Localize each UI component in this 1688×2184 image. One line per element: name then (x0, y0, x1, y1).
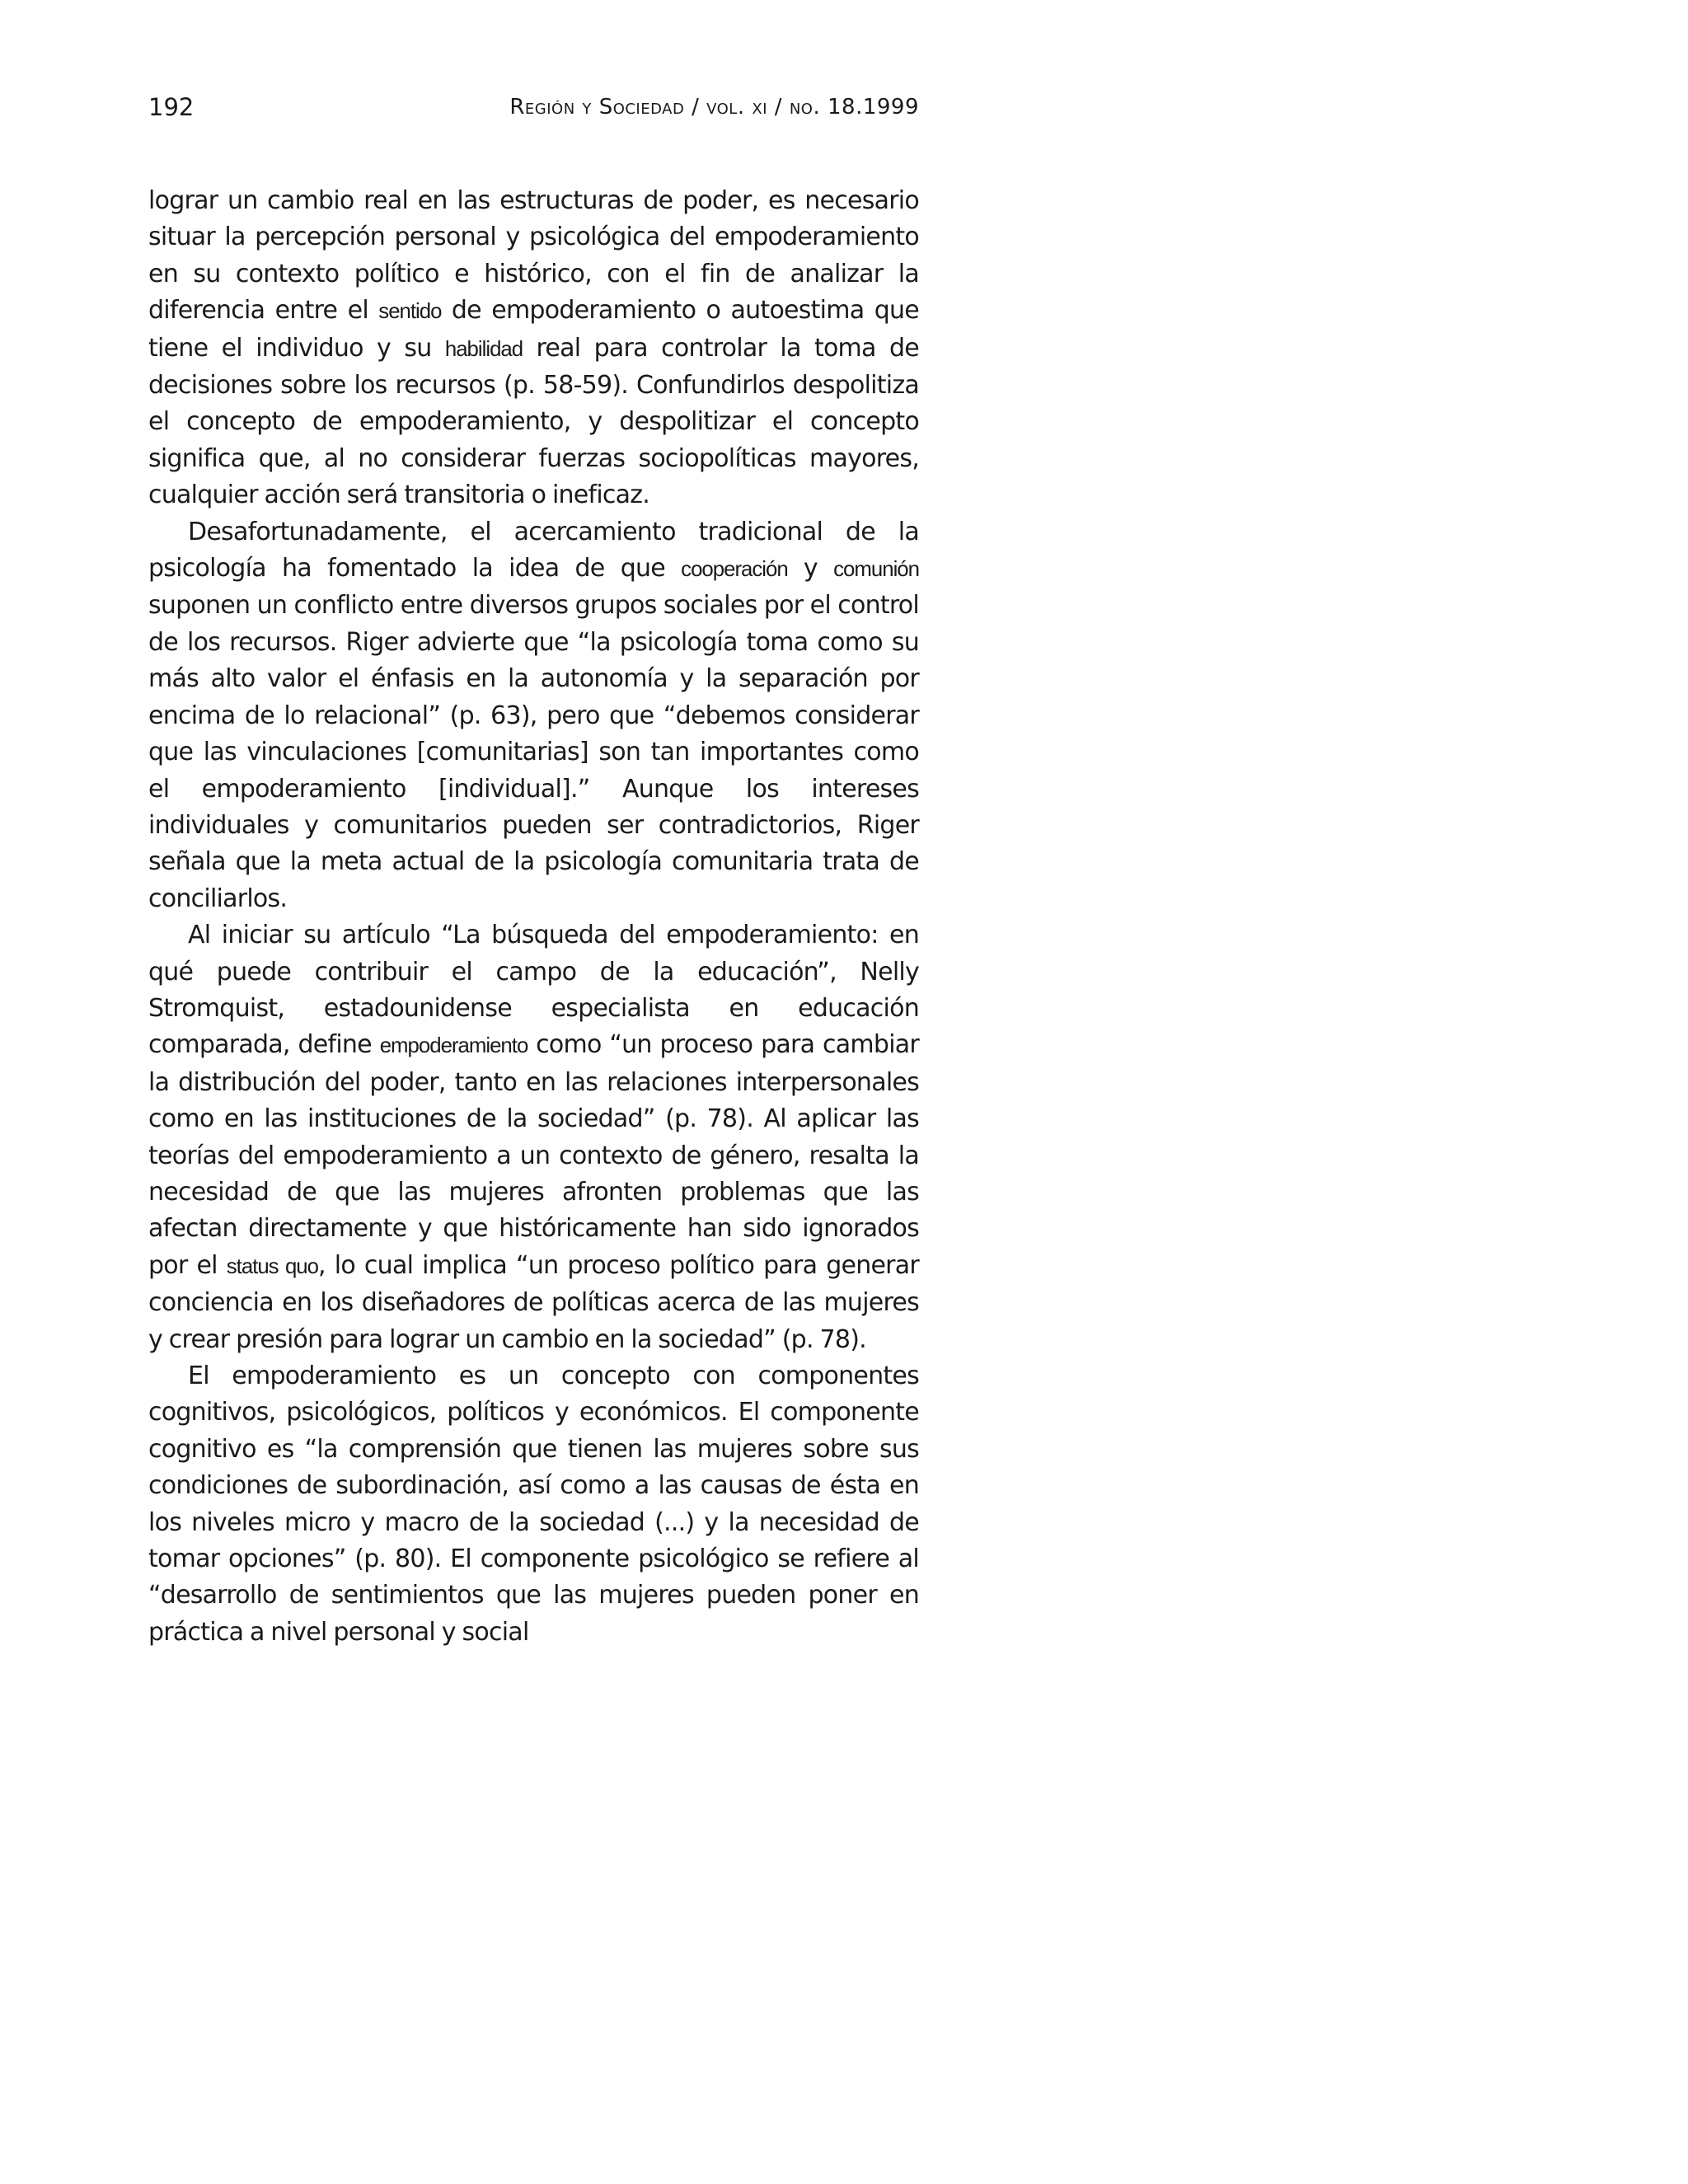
issue-label: no. (789, 95, 821, 120)
paragraph (148, 183, 919, 514)
journal-title: Región y Sociedad (509, 95, 685, 120)
paragraph (148, 514, 919, 917)
issue-number: 18.1999 (820, 95, 919, 120)
text-run: como “un proceso para cambiar la distribución del poder, tanto en las relaciones interpersonales como en las instituciones de la sociedad” (p. 78). Al aplicar las teorías del empoderamiento a un contexto de género, resalta la necesidad de que las mujeres afronten problemas que las afectan directamente y que históricamente han sido ignorados por el (148, 1030, 920, 1280)
text-run: real para controlar la toma de decisiones sobre los recursos (p. 58-59). Confundirlos despolitiza el concepto de empoderamiento, y despolitizar el concepto significa que, al no considerar fuerzas sociopolíticas mayores, cualquier acción será transitoria o ineficaz. (148, 333, 919, 510)
volume: vol. xi (706, 95, 768, 120)
separator: / (767, 95, 790, 120)
text-run: y (787, 554, 834, 583)
emphasized-term: habilidad (444, 337, 523, 361)
page-number: 192 (148, 93, 195, 121)
text-run: Al iniciar su artículo “La búsqueda del empoderamiento: en qué puede contribuir el campo de la educación”, Nelly Stromquist, estadounidense especialista en educación comparada, define (148, 921, 919, 1060)
journal-citation (509, 91, 919, 124)
text-run: suponen un conflicto entre diversos grupos sociales por el control de los recursos. Riger advierte que “la psicología toma como su más alto valor el énfasis en la autonomía y la separación por encima de lo relacional” (p. 63), pero que “debemos considerar que las vinculaciones [comunitarias] son tan importantes como el empoderamiento [individual].” Aunque los intereses individuales y comunitarios pueden ser contradictorios, Riger señala que la meta actual de la psicología comunitaria trata de conciliarlos. (148, 591, 919, 913)
text-run: Desafortunadamente, el acercamiento tradicional de la psicología ha fomentado la idea de que (148, 517, 919, 583)
text-run: , lo cual implica “un proceso político para generar conciencia en los diseñadores de políticas acerca de las mujeres y crear presión para lograr un cambio en la sociedad” (p. 78). (148, 1250, 919, 1354)
emphasized-term: comunión (833, 558, 919, 582)
emphasized-term: cooperación (681, 558, 788, 582)
text-run: lograr un cambio real en las estructuras de poder, es necesario situar la percepción personal y psicológica del empoderamiento en su contexto político e histórico, con el fin de analizar la diferencia entre el (148, 186, 919, 326)
paragraph (148, 917, 919, 1358)
running-header (148, 91, 919, 124)
paragraph (148, 1358, 919, 1651)
text-run: El empoderamiento es un concepto con componentes cognitivos, psicológicos, políticos y económicos. El componente cognitivo es “la comprensión que tienen las mujeres sobre sus condiciones de subordinación, así como a las causas de ésta en los niveles micro y macro de la sociedad (...) y la necesidad de tomar opciones” (p. 80). El componente psicológico se refiere al “desarrollo de sentimientos que las mujeres pueden poner en práctica a nivel personal y social (148, 1361, 919, 1647)
text-run: de empoderamiento o autoestima que tiene el individuo y su (148, 296, 919, 363)
emphasized-term: status quo (226, 1254, 318, 1278)
separator: / (684, 95, 707, 120)
body-text (148, 183, 919, 1651)
emphasized-term: empoderamiento (379, 1034, 528, 1058)
emphasized-term: sentido (378, 300, 442, 324)
